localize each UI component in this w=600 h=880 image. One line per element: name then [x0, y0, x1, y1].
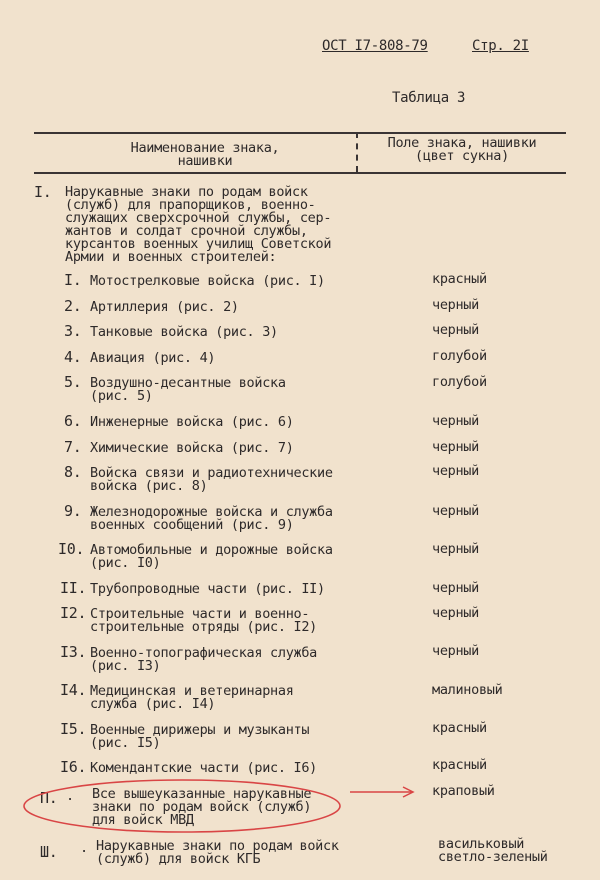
section-1-title: Нарукавные знаки по родам войск (служб) для прапорщиков, военно- служащих сверхсрочной службы, сер- жантов и солдат срочной службы, курсантов военных училищ Советской Армии и военных строителей:: [65, 184, 332, 265]
item-name: Строительные части и военно- строительные отряды (рис. I2): [90, 606, 318, 635]
item-color: красный: [432, 757, 487, 773]
item-color: малиновый: [432, 682, 503, 698]
section-3-colors: васильковый светло-зеленый: [438, 836, 548, 865]
item-color: черный: [432, 541, 479, 557]
item-number: I6.: [60, 758, 87, 776]
item-name: Танковые войска (рис. 3): [90, 324, 278, 340]
item-name: Комендантские части (рис. I6): [90, 760, 318, 776]
highlight-ellipse: [24, 780, 340, 832]
item-number: I0.: [58, 540, 85, 558]
section-3-number: Ш.: [40, 843, 58, 861]
section-3-text: Нарукавные знаки по родам войск (служб) для войск КГБ: [96, 838, 339, 867]
table-label: Таблица 3: [392, 90, 466, 106]
item-number: I3.: [60, 643, 87, 661]
item-color: черный: [432, 605, 479, 621]
section-2-text: Все вышеуказанные нарукавные знаки по родам войск (служб) для войск МВД: [92, 786, 312, 828]
page-number: Стр. 2I: [472, 38, 529, 54]
section-2-bullet: .: [66, 788, 74, 804]
item-name: Артиллерия (рис. 2): [90, 299, 239, 315]
item-number: I5.: [60, 720, 87, 738]
item-color: черный: [432, 503, 479, 519]
item-color: красный: [432, 271, 487, 287]
item-number: I4.: [60, 681, 87, 699]
item-number: 5.: [64, 373, 82, 391]
item-name: Железнодорожные войска и служба военных сообщений (рис. 9): [90, 504, 333, 533]
item-name: Химические войска (рис. 7): [90, 440, 294, 456]
doc-code: ОСТ I7-808-79: [322, 38, 428, 54]
item-color: голубой: [432, 348, 487, 364]
item-number: 4.: [64, 348, 82, 366]
item-color: черный: [432, 322, 479, 338]
item-number: 6.: [64, 412, 82, 430]
item-number: 9.: [64, 502, 82, 520]
item-number: I.: [64, 271, 82, 289]
item-name: Войска связи и радиотехнические войска (рис. 8): [90, 465, 333, 494]
item-name: Военно-топографическая служба (рис. I3): [90, 645, 318, 674]
item-name: Инженерные войска (рис. 6): [90, 414, 294, 430]
section-1-number: I.: [34, 183, 52, 201]
item-number: II.: [60, 579, 87, 597]
item-name: Воздушно-десантные войска (рис. 5): [90, 375, 286, 404]
item-number: 7.: [64, 438, 82, 456]
item-number: I2.: [60, 604, 87, 622]
item-color: черный: [432, 439, 479, 455]
item-number: 2.: [64, 297, 82, 315]
item-name: Автомобильные и дорожные войска (рис. I0): [90, 542, 333, 571]
item-name: Мотострелковые войска (рис. I): [90, 273, 325, 289]
item-name: Трубопроводные части (рис. II): [90, 581, 325, 597]
item-color: черный: [432, 643, 479, 659]
item-name: Военные дирижеры и музыканты (рис. I5): [90, 722, 310, 751]
section-3-bullet: .: [80, 840, 88, 856]
item-color: черный: [432, 413, 479, 429]
item-number: 8.: [64, 463, 82, 481]
column-header-field: Поле знака, нашивки (цвет сукна): [387, 135, 537, 164]
item-color: черный: [432, 580, 479, 596]
item-color: черный: [432, 297, 479, 313]
item-color: красный: [432, 720, 487, 736]
item-color: голубой: [432, 374, 487, 390]
section-2-number: П.: [40, 789, 58, 807]
column-header-name: Наименование знака, нашивки: [130, 140, 280, 169]
item-name: Авиация (рис. 4): [90, 350, 216, 366]
item-name: Медицинская и ветеринарная служба (рис. I4): [90, 683, 294, 712]
section-2-color: краповый: [432, 783, 495, 799]
item-color: черный: [432, 463, 479, 479]
item-number: 3.: [64, 322, 82, 340]
